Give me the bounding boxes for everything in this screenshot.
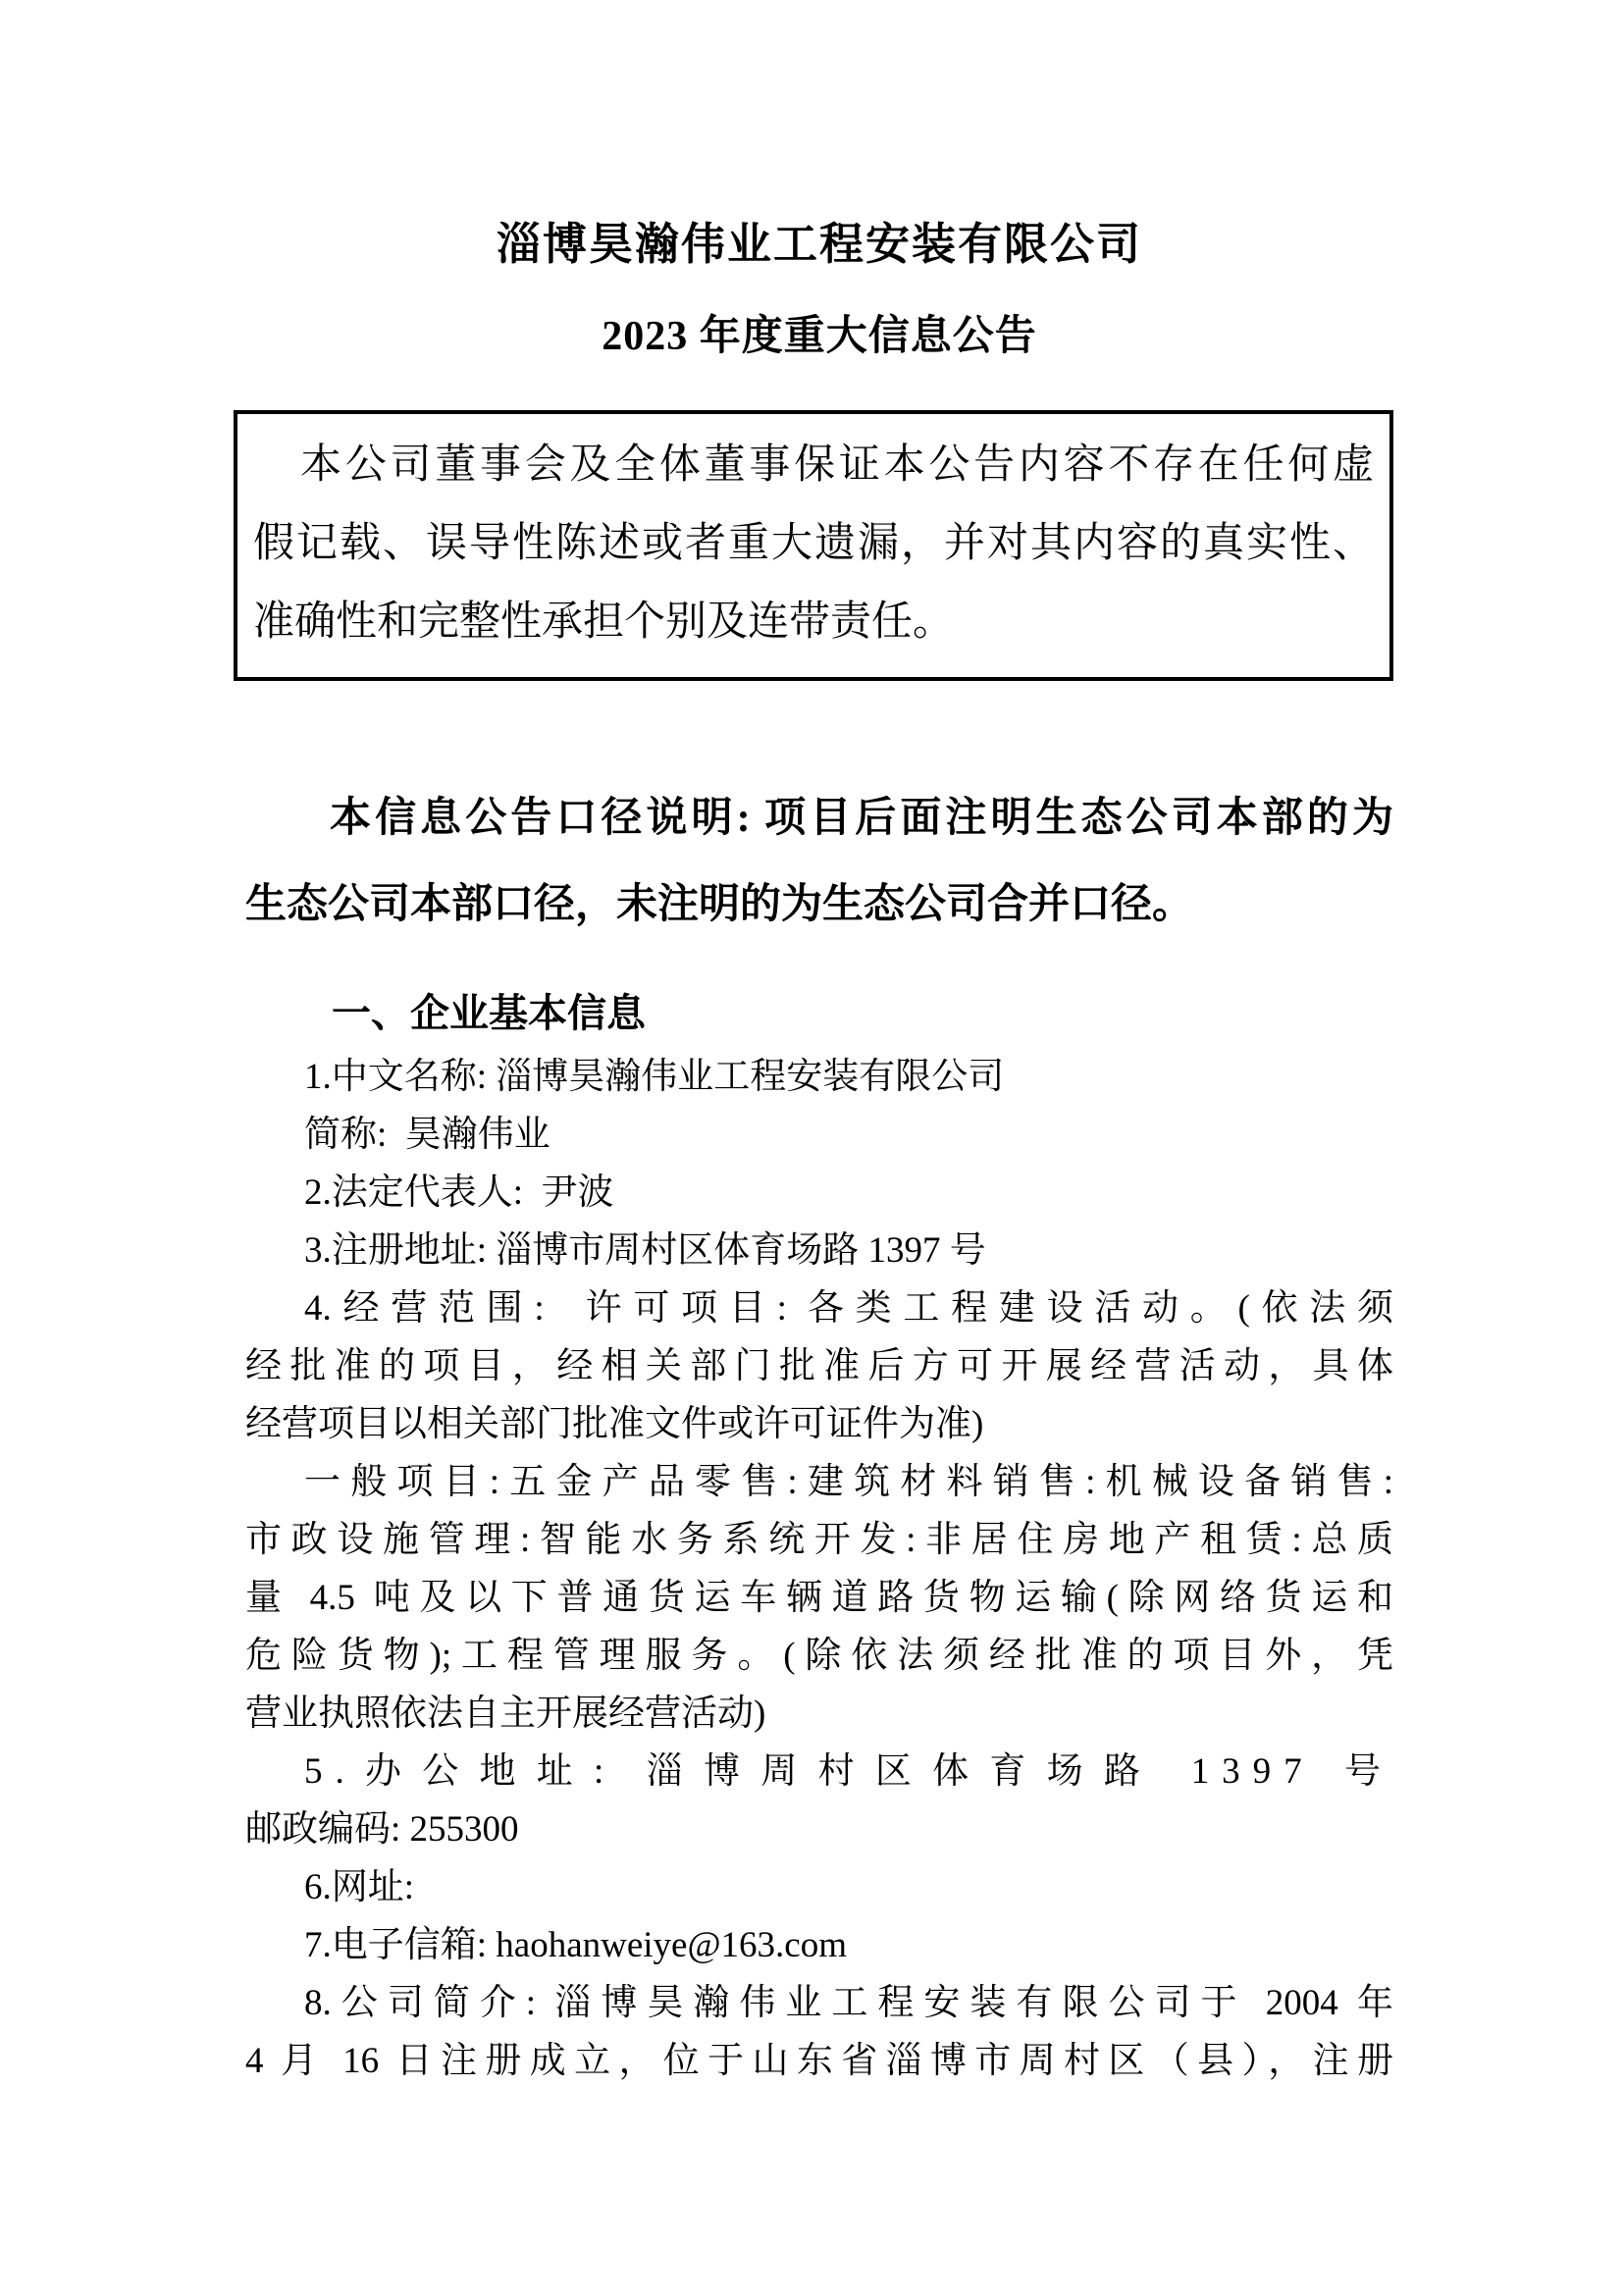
disclaimer-line: 本公司董事会及全体董事保证本公告内容不存在任何虚 [300,443,1374,489]
website-line: 6.网址: [304,1867,415,1908]
general-items-line: 市政设施管理:智能水务系统开发:非居住房地产租赁:总质 [245,1520,1393,1561]
scope-note-line: 本信息公告口径说明: 项目后面注明生态公司本部的为 [330,796,1393,842]
chinese-name-line: 1.中文名称: 淄博昊瀚伟业工程安装有限公司 [304,1057,1005,1098]
scope-note-line: 生态公司本部口径，未注明的为生态公司合并口径。 [245,882,1194,928]
disclaimer-line: 准确性和完整性承担个别及连带责任。 [253,600,955,646]
board-disclaimer-box [234,410,1393,681]
basic-info-list [245,1048,1393,2090]
scope-note-paragraph [245,775,1393,948]
business-scope-line: 4.经营范围: 许可项目: 各类工程建设活动。(依法须 [304,1288,1393,1330]
business-scope-line: 经批准的项目，经相关部门批准后方可开展经营活动，具体 [245,1346,1393,1387]
email-line: 7.电子信箱: haohanweiye@163.com [304,1925,847,1966]
general-items-line: 营业执照依法自主开展经营活动) [245,1694,766,1735]
general-items-line: 危险货物);工程管理服务。(除依法须经批准的项目外，凭 [245,1636,1393,1677]
legal-representative-line: 2.法定代表人: 尹波 [304,1173,614,1214]
page-subtitle: 2023 年度重大信息公告 [602,314,1037,359]
postal-code-line: 邮政编码: 255300 [245,1809,519,1851]
general-items-line: 量 4.5 吨及以下普通货运车辆道路货物运输(除网络货运和 [245,1578,1393,1619]
disclaimer-line: 假记载、误导性陈述或者重大遗漏，并对其内容的真实性、 [253,521,1374,567]
business-scope-line: 经营项目以相关部门批准文件或许可证件为准) [245,1404,984,1445]
company-profile-line: 8.公司简介: 淄博昊瀚伟业工程安装有限公司于 2004 年 [304,1983,1393,2024]
short-name-line: 简称: 昊瀚伟业 [304,1115,550,1156]
office-address-line: 5.办公地址: 淄博周村区体育场路 1397 号 [304,1751,1393,1793]
company-profile-line: 4 月 16 日注册成立，位于山东省淄博市周村区（县），注册 [245,2041,1393,2082]
page-title: 淄博昊瀚伟业工程安装有限公司 [496,220,1142,269]
general-items-line: 一般项目:五金产品零售:建筑材料销售:机械设备销售: [304,1462,1393,1503]
section-heading-basic-info: 一、企业基本信息 [332,991,646,1036]
registered-address-line: 3.注册地址: 淄博市周村区体育场路 1397 号 [304,1230,986,1272]
